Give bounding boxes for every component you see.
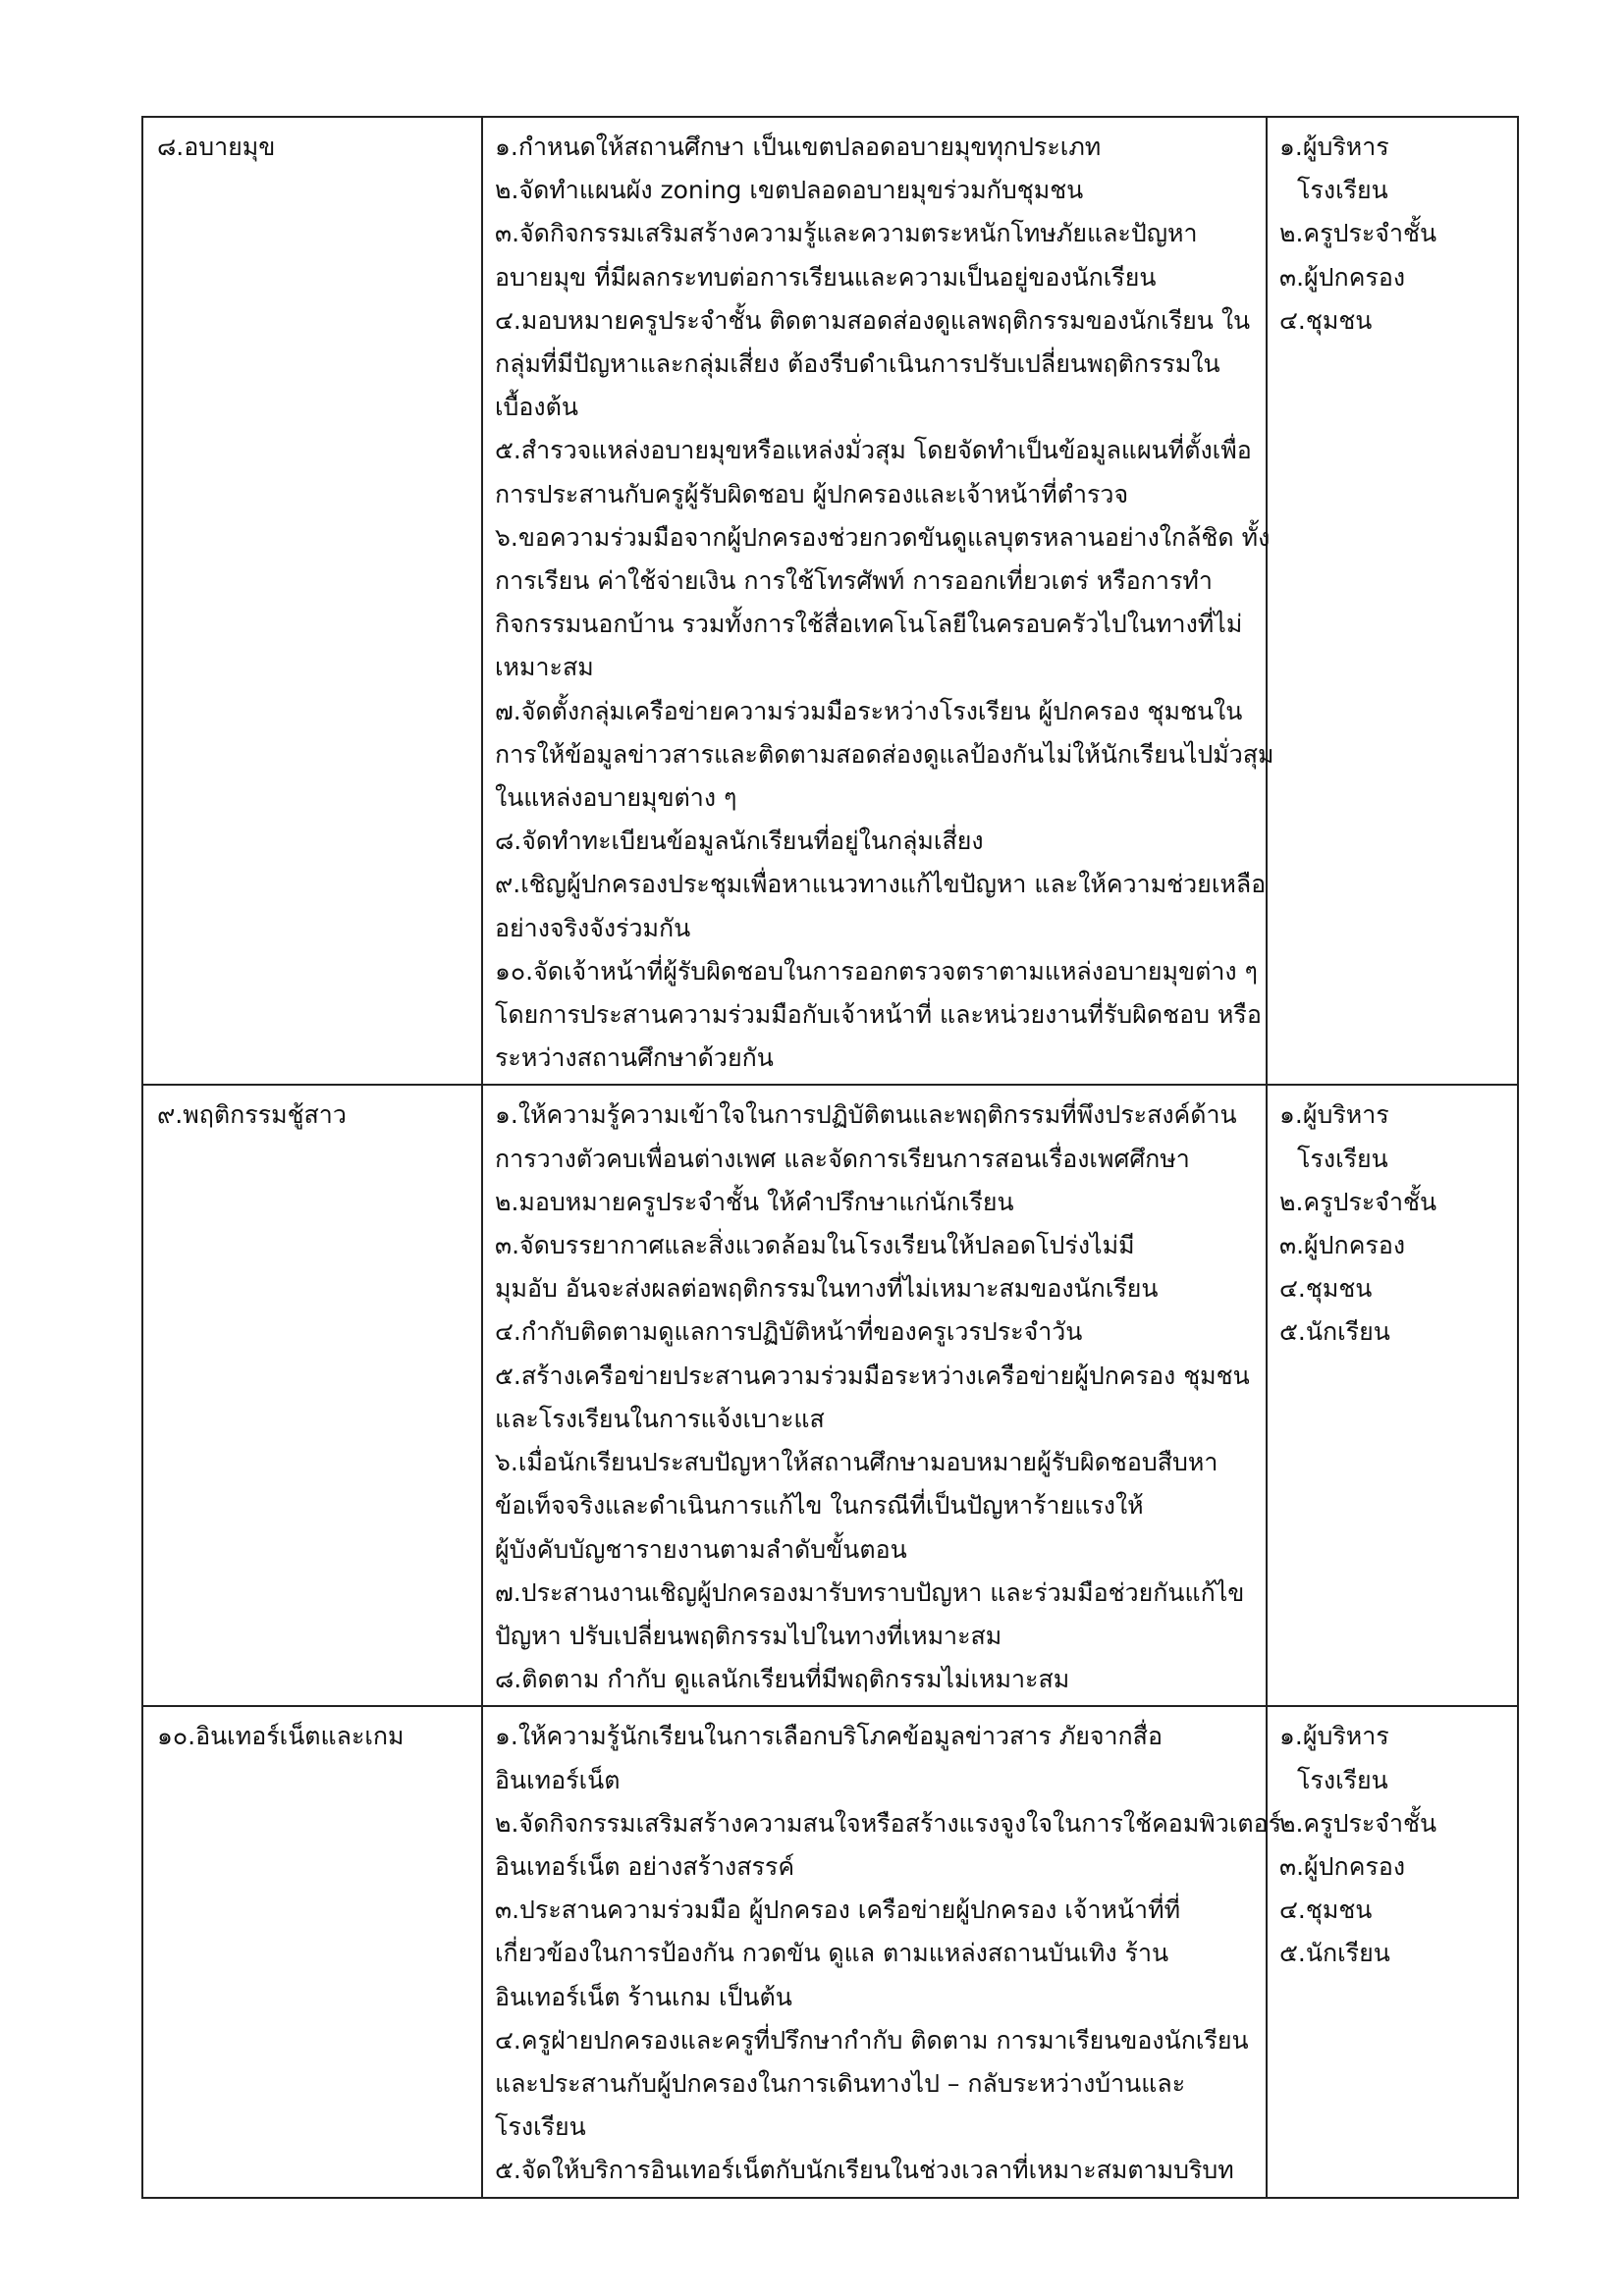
measure-line: อินเทอร์เน็ต [495,1765,621,1794]
measure-line: ๔.ครูฝ่ายปกครองและครูที่ปรึกษากำกับ ติดตาม การมาเรียนของนักเรียน [495,2025,1249,2055]
measure-line: ๕.สร้างเครือข่ายประสานความร่วมมือระหว่างเครือข่ายผู้ปกครอง ชุมชน [495,1361,1250,1390]
measure-line: ในแหล่งอบายมุขต่าง ๆ [495,783,737,813]
responsible-item: ๔.ชุมชน [1279,1274,1373,1304]
measures-cell [482,1085,1267,1706]
measure-line: ๓.จัดบรรยากาศและสิ่งแวดล้อมในโรงเรียนให้ปลอดโปร่งไม่มี [495,1231,1135,1260]
measure-line: การเรียน ค่าใช้จ่ายเงิน การใช้โทรศัพท์ การออกเที่ยวเตร่ หรือการทำ [495,566,1213,596]
responsible-item: ๑.ผู้บริหาร [1279,133,1389,161]
measure-line: ๑.กำหนดให้สถานศึกษา เป็นเขตปลอดอบายมุขทุกประเภท [495,133,1102,161]
measure-line: อินเทอร์เน็ต อย่างสร้างสรรค์ [495,1851,795,1881]
measure-line: ๔.กำกับติดตามดูแลการปฏิบัติหน้าที่ของครูเวรประจำวัน [495,1317,1083,1347]
responsible-cell [1267,1706,1518,2197]
measures-cell [482,1706,1282,2197]
measure-line: ๗.จัดตั้งกลุ่มเครือข่ายความร่วมมือระหว่างโรงเรียน ผู้ปกครอง ชุมชนใน [495,696,1243,725]
responsible-item: ๑.ผู้บริหาร [1279,1722,1389,1751]
topic-cell [142,1085,482,1706]
measure-line: ๑๐.จัดเจ้าหน้าที่ผู้รับผิดชอบในการออกตรวจตราตามแหล่งอบายมุขต่าง ๆ [495,956,1258,986]
measure-line: ๑.ให้ความรู้นักเรียนในการเลือกบริโภคข้อมูลข่าวสาร ภัยจากสื่อ [495,1722,1163,1751]
measure-line: อย่างจริงจังร่วมกัน [495,913,691,942]
responsible-cell [1267,1085,1518,1706]
measure-line: และประสานกับผู้ปกครองในการเดินทางไป – กลับระหว่างบ้านและ [495,2068,1186,2098]
measure-line: กลุ่มที่มีปัญหาและกลุ่มเสี่ยง ต้องรีบดำเนินการปรับเปลี่ยนพฤติกรรมใน [495,349,1220,379]
table-row [142,1706,1518,2197]
measure-line: ระหว่างสถานศึกษาด้วยกัน [495,1043,774,1073]
measure-line: ข้อเท็จจริงและดำเนินการแก้ไข ในกรณีที่เป็นปัญหาร้ายแรงให้ [495,1491,1144,1521]
measure-line: อินเทอร์เน็ต ร้านเกม เป็นต้น [495,1982,792,2011]
responsible-item: ๒.ครูประจำชั้น [1279,219,1437,248]
measure-line: กิจกรรมนอกบ้าน รวมทั้งการใช้สื่อเทคโนโลยีในครอบครัวไปในทางที่ไม่ [495,610,1243,639]
measures-cell [482,117,1274,1085]
table-row [142,1085,1518,1706]
responsible-item: ๔.ชุมชน [1279,1896,1373,1925]
measure-line: ๘.ติดตาม กำกับ ดูแลนักเรียนที่มีพฤติกรรมไม่เหมาะสม [495,1665,1070,1694]
topic-label: ๑๐.อินเทอร์เน็ตและเกม [157,1722,405,1751]
measure-line: เกี่ยวข้องในการป้องกัน กวดขัน ดูแล ตามแหล่งสถานบันเทิง ร้าน [495,1939,1169,1968]
topic-label: ๙.พฤติกรรมชู้สาว [157,1100,347,1130]
topic-cell [142,1706,482,2197]
measure-line: ๙.เชิญผู้ปกครองประชุมเพื่อหาแนวทางแก้ไขปัญหา และให้ความช่วยเหลือ [495,870,1267,899]
responsible-item: ๒.ครูประจำชั้น [1279,1808,1437,1838]
responsible-item: ๔.ชุมชน [1279,305,1373,335]
measure-line: ๔.มอบหมายครูประจำชั้น ติดตามสอดส่องดูแลพฤติกรรมของนักเรียน ใน [495,305,1251,335]
topic-cell [142,117,482,1085]
responsible-item: ๓.ผู้ปกครอง [1279,262,1406,292]
responsible-item: โรงเรียน [1297,1144,1388,1173]
responsible-item: ๒.ครูประจำชั้น [1279,1187,1437,1216]
measure-line: ๒.จัดทำแผนผัง zoning เขตปลอดอบายมุขร่วมกับชุมชน [495,176,1084,205]
measure-line: ๑.ให้ความรู้ความเข้าใจในการปฏิบัติตนและพฤติกรรมที่พึงประสงค์ด้าน [495,1100,1237,1130]
measure-line: ๗.ประสานงานเชิญผู้ปกครองมารับทราบปัญหา และร่วมมือช่วยกันแก้ไข [495,1577,1245,1607]
measure-line: ผู้บังคับบัญชารายงานตามลำดับขั้นตอน [495,1534,907,1564]
measure-line: และโรงเรียนในการแจ้งเบาะแส [495,1404,825,1433]
responsible-item: ๕.นักเรียน [1279,1317,1390,1347]
measure-line: โรงเรียน [495,2112,586,2142]
measure-line: ๘.จัดทำทะเบียนข้อมูลนักเรียนที่อยู่ในกลุ่มเสี่ยง [495,827,984,856]
responsible-item: ๕.นักเรียน [1279,1939,1390,1968]
measure-line: ๕.จัดให้บริการอินเทอร์เน็ตกับนักเรียนในช่วงเวลาที่เหมาะสมตามบริบท [495,2156,1234,2185]
measure-line: เบื้องต้น [495,393,578,422]
measure-line: การให้ข้อมูลข่าวสารและติดตามสอดส่องดูแลป้องกันไม่ให้นักเรียนไปมั่วสุม [495,739,1274,769]
measure-line: เหมาะสม [495,653,594,682]
measure-line: การประสานกับครูผู้รับผิดชอบ ผู้ปกครองและเจ้าหน้าที่ตำรวจ [495,479,1129,508]
topic-label: ๘.อบายมุข [157,133,276,161]
responsible-item: โรงเรียน [1297,1765,1388,1794]
measures-table [141,116,1519,2199]
measure-line: ๖.เมื่อนักเรียนประสบปัญหาให้สถานศึกษามอบหมายผู้รับผิดชอบสืบหา [495,1448,1218,1477]
measure-line: ๒.มอบหมายครูประจำชั้น ให้คำปรึกษาแก่นักเรียน [495,1187,1014,1216]
measure-line: ปัญหา ปรับเปลี่ยนพฤติกรรมไปในทางที่เหมาะสม [495,1621,1002,1650]
measure-line: การวางตัวคบเพื่อนต่างเพศ และจัดการเรียนการสอนเรื่องเพศศึกษา [495,1144,1190,1173]
measure-line: โดยการประสานความร่วมมือกับเจ้าหน้าที่ และหน่วยงานที่รับผิดชอบ หรือ [495,1000,1262,1030]
measure-line: ๒.จัดกิจกรรมเสริมสร้างความสนใจหรือสร้างแรงจูงใจในการใช้คอมพิวเตอร์ [495,1808,1282,1838]
responsible-item: ๓.ผู้ปกครอง [1279,1231,1406,1260]
table-row [142,117,1518,1085]
responsible-cell [1267,117,1518,1085]
table-body [142,117,1518,2198]
responsible-item: โรงเรียน [1297,176,1388,205]
measure-line: ๖.ขอความร่วมมือจากผู้ปกครองช่วยกวดขันดูแลบุตรหลานอย่างใกล้ชิด ทั้ง [495,522,1271,552]
measure-line: มุมอับ อันจะส่งผลต่อพฤติกรรมในทางที่ไม่เหมาะสมของนักเรียน [495,1274,1159,1304]
responsible-item: ๓.ผู้ปกครอง [1279,1851,1406,1881]
measure-line: ๓.ประสานความร่วมมือ ผู้ปกครอง เครือข่ายผู้ปกครอง เจ้าหน้าที่ที่ [495,1896,1181,1925]
measure-line: ๕.สำรวจแหล่งอบายมุขหรือแหล่งมั่วสุม โดยจัดทำเป็นข้อมูลแผนที่ตั้งเพื่อ [495,436,1252,465]
responsible-item: ๑.ผู้บริหาร [1279,1100,1389,1130]
measure-line: ๓.จัดกิจกรรมเสริมสร้างความรู้และความตระหนักโทษภัยและปัญหา [495,219,1198,248]
measure-line: อบายมุข ที่มีผลกระทบต่อการเรียนและความเป็นอยู่ของนักเรียน [495,262,1157,292]
